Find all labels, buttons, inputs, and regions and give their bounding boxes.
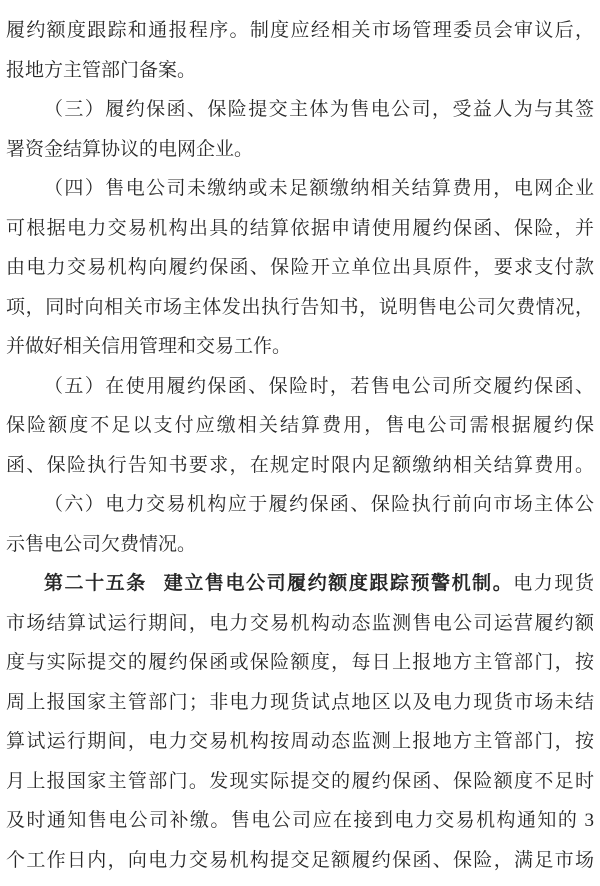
document-line: 月上报国家主管部门。发现实际提交的履约保函、保险额度不足时 — [6, 770, 594, 792]
document-line: 报地方主管部门备案。 — [6, 59, 197, 81]
document-line: （三）履约保函、保险提交主体为售电公司，受益人为与其签 — [44, 99, 594, 120]
document-line: （五）在使用履约保函、保险时，若售电公司所交履约保函、 — [44, 375, 594, 397]
article-body-start: 电力现货 — [513, 573, 594, 594]
document-line: 示售电公司欠费情况。 — [6, 533, 197, 555]
document-line: 可根据电力交易机构出具的结算依据申请使用履约保函、保险，并 — [6, 217, 594, 239]
document-line: 及时通知售电公司补缴。售电公司应在接到电力交易机构通知的 3 — [6, 810, 594, 831]
document-line: 并做好相关信用管理和交易工作。 — [6, 336, 292, 357]
document-line: （六）电力交易机构应于履约保函、保险执行前向市场主体公 — [44, 494, 594, 515]
document-line: 算试运行期间，电力交易机构按周动态监测上报地方主管部门，按 — [6, 731, 594, 752]
document-line: 个工作日内，向电力交易机构提交足额履约保函、保险，满足市场 — [6, 849, 594, 871]
document-line: 由电力交易机构向履约保函、保险开立单位出具原件，要求支付款 — [6, 257, 594, 278]
document-line: 函、保险执行告知书要求，在规定时限内足额缴纳相关结算费用。 — [6, 454, 594, 476]
document-line: 保险额度不足以支付应缴相关结算费用，售电公司需根据履约保 — [6, 415, 594, 436]
document-line: 市场结算试运行期间，电力交易机构动态监测售电公司运营履约额 — [6, 612, 594, 634]
article-number: 第二十五条 — [44, 573, 147, 594]
document-line: 度与实际提交的履约保函或保险额度，每日上报地方主管部门，按 — [6, 652, 594, 673]
article-title: 建立售电公司履约额度跟踪预警机制。 — [163, 573, 514, 594]
document-line: 履约额度跟踪和通报程序。制度应经相关市场管理委员会审议后， — [6, 20, 594, 41]
document-line: 项，同时向相关市场主体发出执行告知书，说明售电公司欠费情况， — [6, 296, 594, 318]
document-line: 署资金结算协议的电网企业。 — [6, 138, 254, 160]
document-line: （四）售电公司未缴纳或未足额缴纳相关结算费用，电网企业 — [44, 178, 594, 199]
document-line-article-25 — [6, 564, 594, 604]
document-line: 周上报国家主管部门；非电力现货试点地区以及电力现货市场未结 — [6, 691, 594, 713]
